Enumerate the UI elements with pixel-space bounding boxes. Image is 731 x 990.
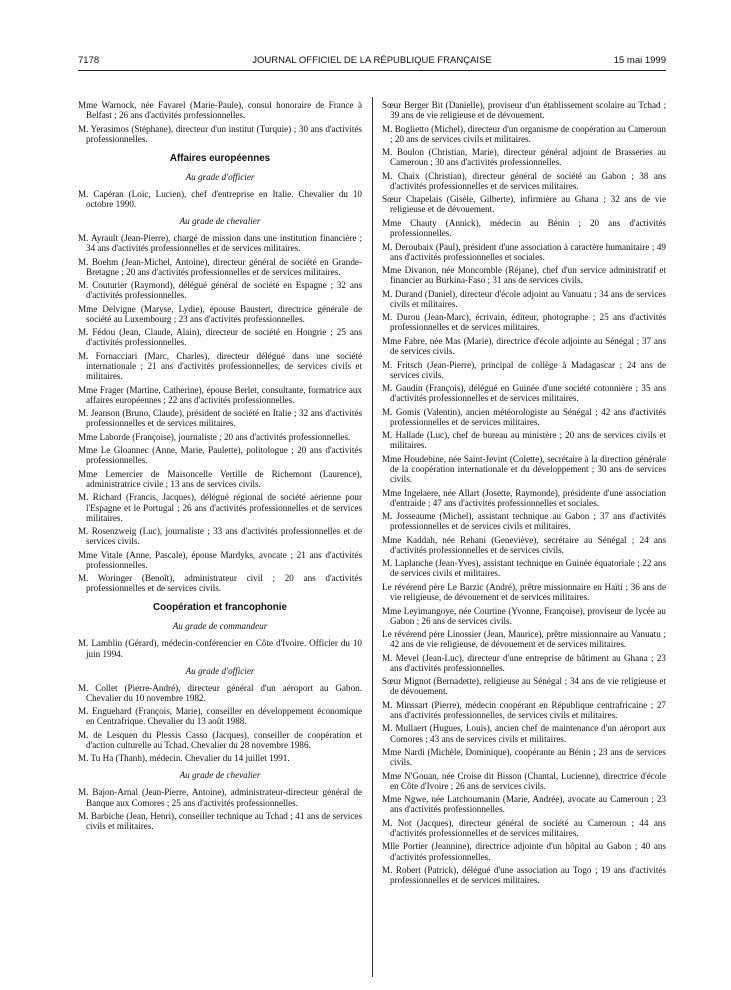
- decoration-entry: M. Enguehard (François, Marie), conseiller en développement économique en Centrafrique. Chevalier du 13 août 1988.: [78, 706, 362, 727]
- decoration-entry: M. Jeanson (Bruno, Claude), président de société en Italie ; 32 ans d'activités professionnelles et de services militaires.: [78, 408, 362, 429]
- decoration-entry: M. Gaudin (François), délégué en Guinée d'une société cotonnière ; 35 ans d'activités professionnelles et de services militaires.: [382, 383, 666, 404]
- decoration-entry: Sœur Berger Bit (Danielle), proviseur d'un établissement scolaire au Tchad ; 39 ans de vie religieuse et de dévouement.: [382, 100, 666, 121]
- section-heading: Coopération et francophonie: [153, 602, 287, 614]
- decoration-entry: M. de Lesquen du Plessis Casso (Jacques), conseiller de coopération et d'action culturelle au Tchad. Chevalier du 28 novembre 1986.: [78, 729, 362, 750]
- decoration-entry: Le révérend père Le Barzic (André), prêtre missionnaire en Haïti ; 36 ans de vie religieuse, de dévouement et de services militaires.: [382, 581, 666, 602]
- decoration-entry: M. Ayrault (Jean-Pierre), chargé de mission dans une institution financière ; 34 ans d'activités professionnelles et de services militaires.: [78, 232, 362, 253]
- decoration-entry: M. Tu Ha (Thanh), médecin. Chevalier du 14 juillet 1991.: [78, 753, 290, 764]
- decoration-entry: M. Bajon-Arnal (Jean-Pierre, Antoine), administrateur-directeur général de Banque aux Comores ; 25 ans d'activités professionnelles.: [78, 787, 362, 808]
- decoration-entry: Le révérend père Linossier (Jean, Maurice), prêtre missionnaire au Vanuatu ; 42 ans de vie religieuse, de dévouement et de services militaires.: [382, 629, 666, 650]
- section-heading: Affaires européennes: [169, 152, 271, 164]
- grade-heading: Au grade de chevalier: [179, 770, 261, 781]
- decoration-entry: M. Gomis (Valentin), ancien météorologiste au Sénégal ; 42 ans d'activités professionnelles et de services militaires.: [382, 406, 666, 427]
- decoration-entry: M. Deroubaix (Paul), président d'une association à caractère humanitaire ; 49 ans d'activités professionnelles et sociales.: [382, 241, 666, 262]
- decoration-entry: M. Yerasimos (Stéphane), directeur d'un institut (Turquie) ; 30 ans d'activités professionnelles.: [78, 123, 362, 144]
- decoration-entry: Mme Ngwe, née Latchoumanin (Marie, Andrée), avocate au Cameroun ; 23 ans d'activités professionnelles.: [382, 794, 666, 815]
- decoration-entry: M. Robert (Patrick), délégué d'une association au Togo ; 19 ans d'activités professionnelles et de services militaires.: [382, 865, 666, 886]
- decoration-entry: M. Boglietto (Michel), directeur d'un organisme de coopération au Cameroun ; 20 ans de services civils et militaires.: [382, 123, 666, 144]
- decoration-entry: Mme Kaddah, née Rehani (Geneviève), secrétaire au Sénégal ; 24 ans d'activités professionnelles et de services civils.: [382, 534, 666, 555]
- right-column: [382, 100, 666, 889]
- decoration-entry: Mme Houdebine, née Saint-Jevint (Colette), secrétaire à la direction générale de la coopération internationale et du développement ; 30 ans de services civils.: [382, 453, 666, 484]
- decoration-entry: M. Fritsch (Jean-Pierre), principal de collège à Madagascar ; 24 ans de services civils.: [382, 359, 666, 380]
- decoration-entry: M. Collet (Pierre-André), directeur général d'un aéroport au Gabon. Chevalier du 10 novembre 1982.: [78, 682, 362, 703]
- decoration-entry: Sœur Mignot (Bernadette), religieuse au Sénégal ; 34 ans de vie religieuse et de dévouement.: [382, 676, 666, 697]
- grade-heading: Au grade d'officier: [185, 665, 255, 676]
- decoration-entry: M. Fédou (Jean, Claude, Alain), directeur de société en Hongrie ; 25 ans d'activités professionnelles.: [78, 327, 362, 348]
- decoration-entry: M. Couturier (Raymond), délégué général de société en Espagne ; 32 ans d'activités professionnelles.: [78, 280, 362, 301]
- decoration-entry: M. Fornacciari (Marc, Charles), directeur délégué dans une société internationale ; 21 ans d'activités professionnelles, de services civils et militaires.: [78, 350, 362, 381]
- decoration-entry: Mme Delvigne (Maryse, Lydie), épouse Baustert, directrice générale de société au Luxembourg ; 23 ans d'activités professionnelles.: [78, 303, 362, 324]
- decoration-entry: M. Boehm (Jean-Michel, Antoine), directeur général de société en Grande-Bretagne ; 20 ans d'activités professionnelles et de services militaires.: [78, 256, 362, 277]
- decoration-entry: M. Josseaume (Michel), assistant technique au Gabon ; 37 ans d'activités professionnelles et de services civils et militaires.: [382, 511, 666, 532]
- decoration-entry: Mme Warnock, née Favarel (Marie-Paule), consul honoraire de France à Belfast ; 26 ans d'activités professionnelles.: [78, 100, 362, 121]
- decoration-entry: M. Richard (Francis, Jacques), délégué régional de société aérienne pour l'Espagne et le Portugal ; 26 ans d'activités professionnelles et de services militaires.: [78, 492, 362, 523]
- decoration-entry: M. Hallade (Luc), chef de bureau au ministère ; 20 ans de services civils et militaires.: [382, 430, 666, 451]
- column-divider: [372, 97, 373, 977]
- header-rule: [78, 70, 666, 71]
- decoration-entry: Mlle Portier (Jeannine), directrice adjointe d'un hôpital au Gabon ; 40 ans d'activités professionnelles.: [382, 841, 666, 862]
- decoration-entry: Mme Divanon, née Moncomble (Réjane), chef d'un service administratif et financier au Burkina-Faso ; 31 ans de services civils.: [382, 265, 666, 286]
- decoration-entry: M. Not (Jacques), directeur général de société au Cameroun ; 44 ans d'activités professionnelles et de services militaires.: [382, 817, 666, 838]
- decoration-entry: Mme Ingelaere, née Allart (Josette, Raymonde), présidente d'une association d'entraide ; 47 ans d'activités professionnelles et sociales.: [382, 487, 666, 508]
- decoration-entry: Mme Le Gloannec (Anne, Marie, Paulette), politologue ; 20 ans d'activités professionnelles.: [78, 445, 362, 466]
- decoration-entry: M. Woringer (Benoît), administrateur civil ; 20 ans d'activités professionnelles et de services civils.: [78, 573, 362, 594]
- left-column: [78, 100, 362, 835]
- decoration-entry: Mme Fabre, née Mas (Marie), directrice d'école adjointe au Sénégal ; 37 ans de services civils.: [382, 335, 666, 356]
- decoration-entry: M. Minssart (Pierre), médecin coopérant en République centrafricaine ; 27 ans d'activités professionnelles, de services civils et militaires.: [382, 699, 666, 720]
- decoration-entry: M. Mullaert (Hugues, Louis), ancien chef de maintenance d'un aéroport aux Comores ; 43 ans de services civils et militaires.: [382, 723, 666, 744]
- decoration-entry: Mme Leyimangoye, née Courtine (Yvonne, Françoise), proviseur de lycée au Gabon ; 26 ans de services civils.: [382, 605, 666, 626]
- decoration-entry: Sœur Chapelais (Gisèle, Gilberte), infirmière au Ghana ; 32 ans de vie religieuse et de dévouement.: [382, 194, 666, 215]
- decoration-entry: M. Barbiche (Jean, Henri), conseiller technique au Tchad ; 41 ans de services civils et militaires.: [78, 811, 362, 832]
- decoration-entry: Mme Laborde (Françoise), journaliste ; 20 ans d'activités professionnelles.: [78, 431, 351, 442]
- decoration-entry: M. Durand (Daniel), directeur d'école adjoint au Vanuatu ; 34 ans de services civils et militaires.: [382, 288, 666, 309]
- decoration-entry: M. Boulon (Christian, Marie), directeur général adjoint de Brasseries au Cameroun ; 30 ans d'activités professionnelles.: [382, 147, 666, 168]
- decoration-entry: M. Capéran (Loïc, Lucien), chef d'entreprise en Italie. Chevalier du 10 octobre 1990.: [78, 188, 362, 209]
- decoration-entry: M. Mevel (Jean-Luc), directeur d'une entreprise de bâtiment au Ghana ; 23 ans d'activités professionnelles.: [382, 652, 666, 673]
- decoration-entry: M. Laplanche (Jean-Yves), assistant technique en Guinée équatoriale ; 22 ans de services civils et militaires.: [382, 558, 666, 579]
- decoration-entry: M. Rosenzweig (Luc), journaliste ; 33 ans d'activités professionnelles et de services civils.: [78, 526, 362, 547]
- decoration-entry: Mme Nardi (Michèle, Dominique), coopérante au Bénin ; 23 ans de services civils.: [382, 747, 666, 768]
- grade-heading: Au grade d'officier: [185, 171, 255, 182]
- journal-title: JOURNAL OFFICIEL DE LA RÉPUBLIQUE FRANÇAISE: [252, 55, 492, 66]
- grade-heading: Au grade de commandeur: [172, 621, 268, 632]
- page-header: [78, 55, 666, 69]
- decoration-entry: Mme N'Gouan, née Croise dit Bisson (Chantal, Lucienne), directrice d'école en Côte d'Ivoire ; 26 ans de services civils.: [382, 770, 666, 791]
- decoration-entry: Mme Lemercier de Maisoncelle Vertille de Richemont (Laurence), administratrice civile ; 13 ans de services civils.: [78, 468, 362, 489]
- decoration-entry: M. Chaix (Christian), directeur général de société au Gabon ; 38 ans d'activités professionnelles et de services militaires.: [382, 170, 666, 191]
- page-number: 7178: [78, 55, 100, 66]
- decoration-entry: Mme Frager (Martine, Catherine), épouse Berlet, consultante, formatrice aux affaires européennes ; 22 ans d'activités professionnelles.: [78, 384, 362, 405]
- issue-date: 15 mai 1999: [613, 55, 666, 66]
- grade-heading: Au grade de chevalier: [179, 215, 261, 226]
- decoration-entry: Mme Chauty (Annick), médecin au Bénin ; 20 ans d'activités professionnelles.: [382, 217, 666, 239]
- decoration-entry: M. Lamblin (Gérard), médecin-conférencier en Côte d'Ivoire. Officier du 10 juin 1994.: [78, 638, 362, 659]
- decoration-entry: Mme Vitale (Anne, Pascale), épouse Mardyks, avocate ; 21 ans d'activités professionnelles.: [78, 549, 362, 570]
- decoration-entry: M. Durou (Jean-Marc), écrivain, éditeur, photographe ; 25 ans d'activités professionnelles et de services militaires.: [382, 312, 666, 333]
